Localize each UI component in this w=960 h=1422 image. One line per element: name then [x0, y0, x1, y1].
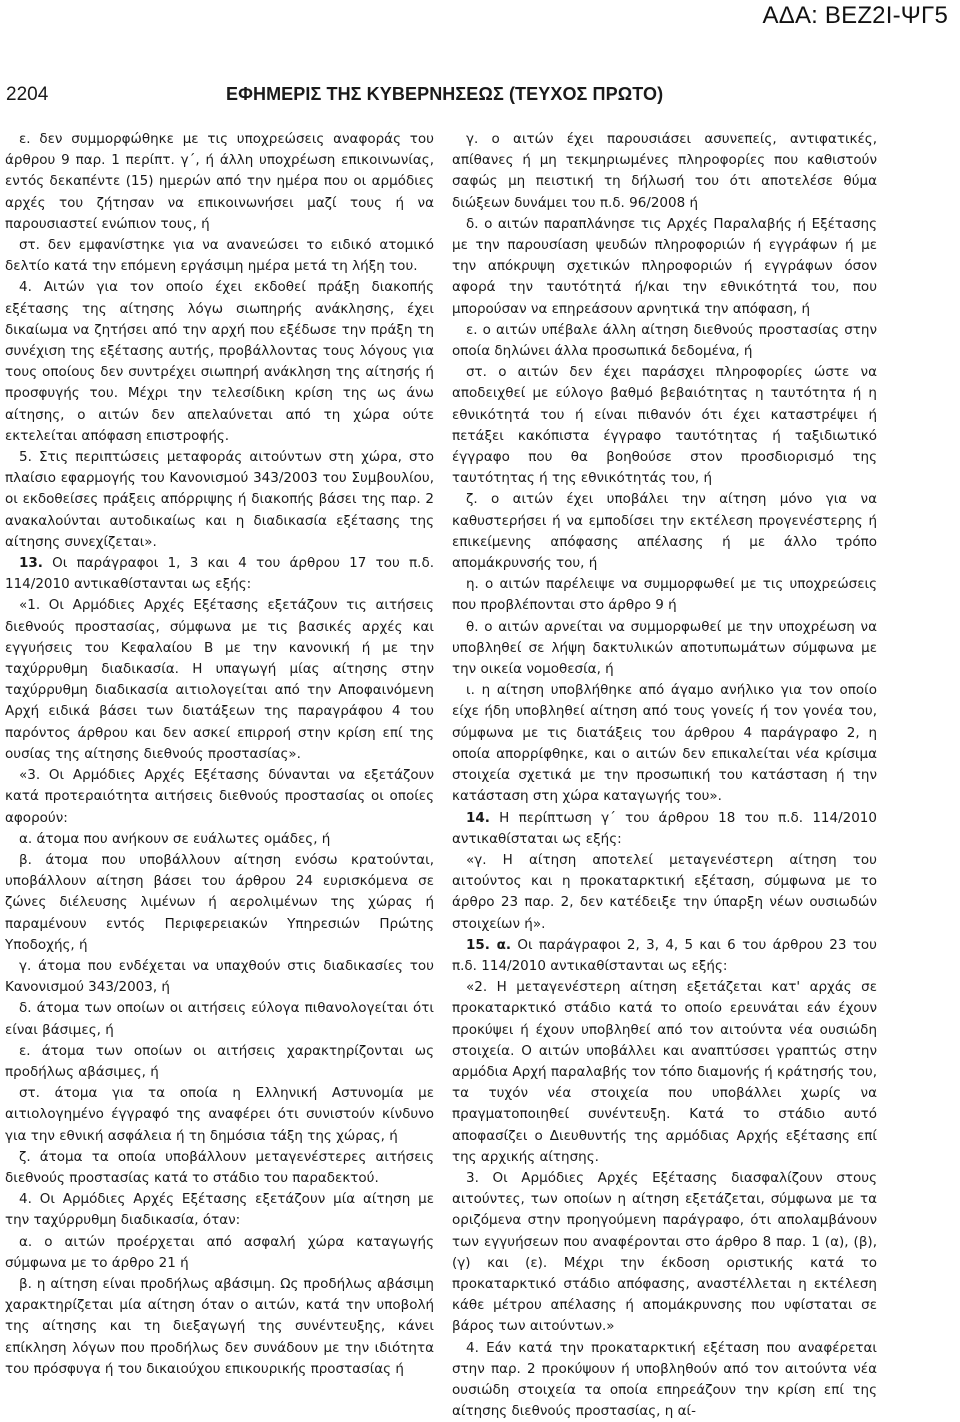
page-number: 2204 [6, 84, 49, 105]
paragraph: ζ. άτομα τα οποία υποβάλλουν μεταγενέστερες αιτήσεις διεθνούς προστασίας κατά το στάδιο του παραδεκτού. [5, 1148, 434, 1186]
paragraph: γ. άτομα που ενδέχεται να υπαχθούν στις διαδικασίες του Κανονισμού 343/2003, ή [5, 957, 434, 996]
paragraph: δ. ο αιτών παραπλάνησε τις Αρχές Παραλαβής ή Εξέτασης με την παρουσίαση ψευδών πληροφοριών ή εγγράφων ή με την απόκρυψη σχετικών πληροφοριών ή εγγράφων όσον αφορά την ταυτότητά ή/και την εθνικότητά του, που μπορούσαν να επηρεάσουν αρνητικά την απόφαση, ή [452, 215, 877, 317]
paragraph: «1. Οι Αρμόδιες Αρχές Εξέτασης εξετάζουν τις αιτήσεις διεθνούς προστασίας, σύμφωνα με τις βασικές αρχές και εγγυήσεις του Κεφαλαίου Β με την κανονική ή με την ταχύρρυθμη διαδικασία. Η υπαγωγή μίας αίτησης στην ταχύρρυθμη διαδικασία αιτιολογείται από την Αποφαινόμενη Αρχή ειδικά βάσει των διατάξεων της παραγράφου 4 του παρόντος άρθρου και δεν ασκεί επιρροή στην κρίση επί της ουσίας της αίτησης διεθνούς προστασίας». [5, 597, 434, 762]
page-header [6, 84, 952, 114]
paragraph: ζ. ο αιτών έχει υποβάλει την αίτηση μόνο για να καθυστερήσει ή να εμποδίσει την εκτέλεση προγενέστερης ή επικείμενης απόφασης απέλασης ή με άλλο τρόπο απομάκρυνσής του, ή [452, 491, 877, 572]
paragraph: ι. η αίτηση υποβλήθηκε από άγαμο ανήλικο για τον οποίο είχε ήδη υποβληθεί αίτηση από τους γονείς ή τον γονέα του, σύμφωνα με τις διατάξεις του άρθρου 4 παράγραφο 2, η οποία απορρίφθηκε, και ο αιτών δεν επικαλείται νέα κρίσιμα στοιχεία σχετικά με την προσωπική του κατάσταση ή την κατάσταση στη χώρα καταγωγής του». [452, 682, 877, 805]
paragraph: 5. Στις περιπτώσεις μεταφοράς αιτούντων στη χώρα, στο πλαίσιο εφαρμογής του Κανονισμού 343/2003 του Συμβουλίου, οι εκδοθείσες πράξεις απόρριψης ή διακοπής βάσει της παρ. 2 ανακαλούνται αυτοδικαίως και η διαδικασία εξέτασης της αίτησης συνεχίζεται». [5, 449, 434, 550]
paragraph: 13. Οι παράγραφοι 1, 3 και 4 του άρθρου 17 του π.δ. 114/2010 αντικαθίστανται ως εξής: [5, 555, 434, 593]
paragraph: «2. Η μεταγενέστερη αίτηση εξετάζεται κατ' αρχάς σε προκαταρκτικό στάδιο κατά το οποίο ερευνάται εάν έχουν προκύψει ή έχουν υποβληθεί από τον αιτούντα νέα ουσιώδη στοιχεία. Ο αιτών υποβάλλει και αναπτύσσει γραπτώς στην αρμόδια Αρχή παραλαβής τον τόπο διαμονής ή κράτησής του, τα τυχόν νέα στοιχεία που υποβάλλει χωρίς να πραγματοποιηθεί συνέντευξη. Κατά το στάδιο αυτό αποφασίζει ο Διευθυντής της αρμόδιας Αρχής εξέτασης επί της αρχικής αίτησης. [452, 979, 877, 1165]
document-id-label: ΑΔΑ: ΒΕΖ2Ι-ΨΓ5 [762, 2, 948, 29]
paragraph: ε. άτομα των οποίων οι αιτήσεις χαρακτηρίζονται ως προδήλως αβάσιμες, ή [5, 1042, 434, 1080]
paragraph: 14. Η περίπτωση γ΄ του άρθρου 18 του π.δ. 114/2010 αντικαθίσταται ως εξής: [452, 809, 877, 847]
paragraph: β. η αίτηση είναι προδήλως αβάσιμη. Ως προδήλως αβάσιμη χαρακτηρίζεται μία αίτηση όταν ο αιτών, κατά την υποβολή της αίτησης και τη διεξαγωγή της συνέντευξης, κάνει επίκληση λόγων που προδήλως δεν συνάδουν με την ιδιότητα του πρόσφυγα ή του δικαιούχου επικουρικής προστασίας ή [5, 1275, 434, 1377]
paragraph: 3. Οι Αρμόδιες Αρχές Εξέτασης διασφαλίζουν στους αιτούντες, των οποίων η αίτηση εξετάζεται, σύμφωνα με τα οριζόμενα στην προηγούμενη παράγραφο, ότι απολαμβάνουν των εγγυήσεων που αναφέρονται στο άρθρο 8 παρ. 1 (α), (β), (γ) και (ε). Μέχρι την έκδοση οριστικής κατά το προκαταρκτικό στάδιο απόφασης, αναστέλλεται η εκτέλεση κάθε μέτρου απέλασης ή απομάκρυνσης που υφίσταται σε βάρος των αιτούντων.» [452, 1169, 877, 1335]
right-column [452, 129, 877, 1422]
paragraph: στ. δεν εμφανίστηκε για να ανανεώσει το ειδικό ατομικό δελτίο κατά την επόμενη εργάσιμη ημέρα μετά τη λήξη του. [5, 237, 434, 275]
gazette-title: ΕΦΗΜΕΡΙΣ ΤΗΣ ΚΥΒΕΡΝΗΣΕΩΣ (ΤΕΥΧΟΣ ΠΡΩΤΟ) [226, 84, 664, 104]
paragraph: α. ο αιτών προέρχεται από ασφαλή χώρα καταγωγής σύμφωνα με το άρθρο 21 ή [5, 1233, 434, 1271]
paragraph: «3. Οι Αρμόδιες Αρχές Εξέτασης δύνανται να εξετάζουν κατά προτεραιότητα αιτήσεις διεθνούς προστασίας οι οποίες αφορούν: [5, 767, 434, 826]
paragraph: 4. Εάν κατά την προκαταρκτική εξέταση που αναφέρεται στην παρ. 2 προκύψουν ή υποβληθούν από τον αιτούντα νέα ουσιώδη στοιχεία τα οποία επηρεάζουν την κρίση επί της αίτησης διεθνούς προστασίας, η αί- [452, 1339, 877, 1420]
paragraph: α. άτομα που ανήκουν σε ευάλωτες ομάδες, ή [19, 830, 331, 847]
paragraph: δ. άτομα των οποίων οι αιτήσεις εύλογα πιθανολογείται ότι είναι βάσιμες, ή [5, 1000, 434, 1038]
paragraph: «γ. Η αίτηση αποτελεί μεταγενέστερη αίτηση του αιτούντος και η προκαταρκτική εξέταση, σύμφωνα με το άρθρο 23 παρ. 2, δεν κατέδειξε την ύπαρξη νέων ουσιωδών στοιχείων ή». [452, 851, 877, 932]
paragraph: στ. ο αιτών δεν έχει παράσχει πληροφορίες ώστε να αποδειχθεί με εύλογο βαθμό βεβαιότητας η ταυτότητα ή η εθνικότητά του ή είναι πιθανόν ότι έχει καταστρέψει ή πετάξει κακόπιστα έγγραφο ταυτότητας ή ταξιδιωτικό έγγραφο που θα βοηθούσε στον προσδιορισμό της ταυτότητας ή της εθνικότητάς του, ή [452, 364, 877, 487]
paragraph: ε. ο αιτών υπέβαλε άλλη αίτηση διεθνούς προστασίας στην οποία δηλώνει άλλα προσωπικά δεδομένα, ή [452, 321, 877, 360]
paragraph: 4. Οι Αρμόδιες Αρχές Εξέτασης εξετάζουν μία αίτηση με την ταχύρρυθμη διαδικασία, όταν: [5, 1191, 434, 1229]
paragraph: 15. α. Οι παράγραφοι 2, 3, 4, 5 και 6 του άρθρου 23 του π.δ. 114/2010 αντικαθίστανται ως εξής: [452, 936, 877, 974]
left-column [5, 129, 434, 1380]
paragraph: 4. Αιτών για τον οποίο έχει εκδοθεί πράξη διακοπής εξέτασης της αίτησης λόγω σιωπηρής ανάκλησης, έχει δικαίωμα να ζητήσει από την αρχή που εξέδωσε την πράξη τη συνέχιση της εξέτασης αυτής, προβάλλοντας τους λόγους για τους οποίους δεν συντρέχει σιωπηρή ανάκληση της αίτησής ή προσφυγής του. Μέχρι την τελεσίδικη κρίση της ως άνω αίτησης, ο αιτών δεν απελαύνεται από τη χώρα ούτε εκτελείται απόφαση επιστροφής. [5, 279, 434, 444]
paragraph: στ. άτομα για τα οποία η Ελληνική Αστυνομία με αιτιολογημένο έγγραφό της αναφέρει ότι συνιστούν κίνδυνο για την εθνική ασφάλεια ή τη δημόσια τάξη της χώρας, ή [5, 1085, 434, 1144]
paragraph: ε. δεν συμμορφώθηκε με τις υποχρεώσεις αναφοράς του άρθρου 9 παρ. 1 περίπτ. γ΄, ή άλλη υποχρέωση επικοινωνίας, εντός δεκαπέντε (15) ημερών από την ημέρα που οι αρμόδιες αρχές του ζήτησαν να επικοινωνήσει μαζί τους ή να παρουσιαστεί ενώπιον τους, ή [5, 131, 434, 232]
paragraph: η. ο αιτών παρέλειψε να συμμορφωθεί με τις υποχρεώσεις που προβλέπονται στο άρθρο 9 ή [452, 576, 877, 614]
paragraph: θ. ο αιτών αρνείται να συμμορφωθεί με την υποχρέωση να υποβληθεί σε λήψη δακτυλικών αποτυπωμάτων σύμφωνα με την οικεία νομοθεσία, ή [452, 618, 877, 678]
paragraph: γ. ο αιτών έχει παρουσιάσει ασυνεπείς, αντιφατικές, απίθανες ή μη τεκμηριωμένες πληροφορίες που καθιστούν σαφώς μη πειστική τη δήλωσή του ότι αποτελέσε θύμα διώξεων δυνάμει του π.δ. 96/2008 ή [452, 131, 877, 211]
paragraph: β. άτομα που υποβάλλουν αίτηση ενόσω κρατούνται, υποβάλλουν αίτηση βάσει του άρθρου 24 ευρισκόμενα σε ζώνες διέλευσης λιμένων ή αερολιμένων της χώρας ή παραμένουν εντός Περιφερειακών Υπηρεσιών Πρώτης Υποδοχής, ή [5, 851, 434, 953]
